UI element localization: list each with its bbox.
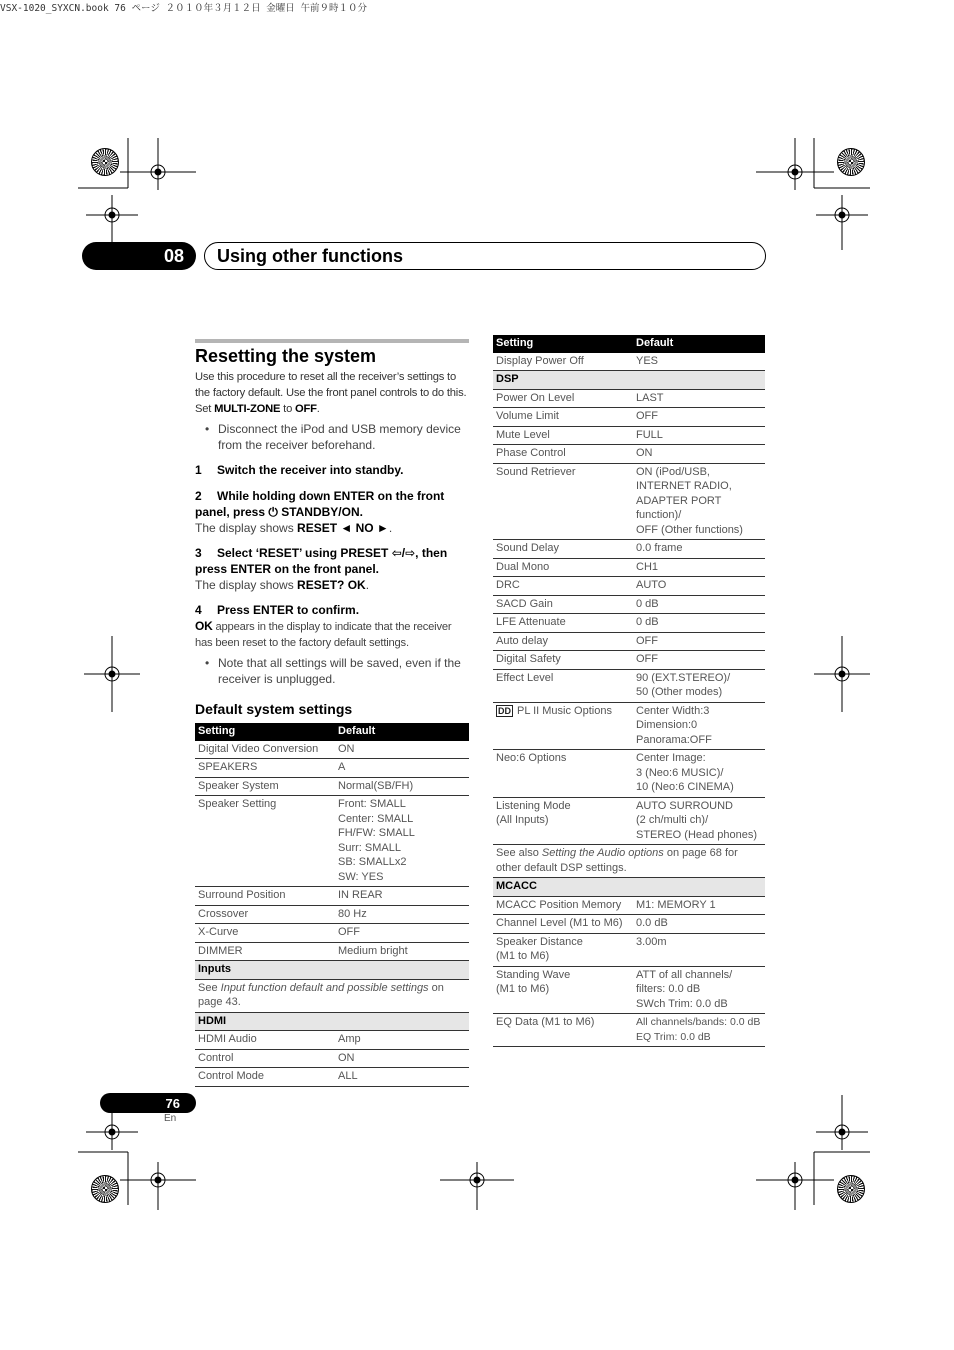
table-row (493, 845, 765, 878)
default-cell: CH1 (633, 558, 765, 577)
step-2: 2 While holding down ENTER on the front panel, press ⏻ STANDBY/ON. (195, 489, 445, 519)
default-cell: OFF (633, 651, 765, 670)
intro-paragraph: Use this procedure to reset all the receiver’s settings to the factory default. Use the front panel controls to do this. Set MULTI-ZONE to OFF. (195, 371, 467, 415)
setting-cell: Display Power Off (493, 353, 633, 371)
table-row (493, 966, 765, 1014)
setting-cell: Digital Video Conversion (195, 741, 335, 759)
setting-cell: DD PL II Music Options (493, 702, 633, 750)
table-row (195, 905, 469, 924)
default-cell: YES (633, 353, 765, 371)
default-cell: ALL (335, 1068, 469, 1087)
dolby-logo-icon: DD (498, 705, 511, 716)
table-row (493, 1014, 765, 1047)
table-row (493, 408, 765, 427)
setting-cell: LFE Attenuate (493, 614, 633, 633)
table-row (195, 887, 469, 906)
registration-rosette-icon (91, 148, 119, 176)
setting-cell: HDMI Audio (195, 1031, 335, 1050)
table-header-row (195, 723, 469, 741)
header-setting: Setting (493, 335, 633, 353)
table-row (195, 924, 469, 943)
default-cell: 90 (EXT.STEREO)/ 50 (Other modes) (633, 669, 765, 702)
table-row (493, 577, 765, 596)
step-4-desc: OK appears in the display to indicate that the receiver has been reset to the factory default settings. (195, 619, 452, 649)
table-row (195, 979, 469, 1012)
table-row (493, 702, 765, 750)
table-row (493, 426, 765, 445)
default-cell: OFF (633, 408, 765, 427)
group-mcacc: MCACC (493, 878, 765, 897)
chapter-title: Using other functions (204, 242, 766, 270)
header-default: Default (335, 723, 469, 741)
table-row (493, 632, 765, 651)
default-cell: M1: MEMORY 1 (633, 896, 765, 915)
table-row (493, 595, 765, 614)
inputs-note: See Input function default and possible settings on page 43. (195, 979, 469, 1012)
setting-cell: Dual Mono (493, 558, 633, 577)
group-hdmi: HDMI (195, 1012, 469, 1031)
group-row (493, 878, 765, 897)
table-row (493, 933, 765, 966)
table-row (493, 797, 765, 845)
registration-rosette-icon (91, 1175, 119, 1203)
defaults-title: Default system settings (195, 701, 353, 717)
setting-cell: Control Mode (195, 1068, 335, 1087)
setting-cell: Speaker Setting (195, 796, 335, 887)
table-row (493, 558, 765, 577)
table-row (195, 942, 469, 961)
table-header-row (493, 335, 765, 353)
header-default: Default (633, 335, 765, 353)
print-mark-text: VSX-1020_SYXCN.book 76 ページ ２０１０年３月１２日 金曜日 午前９時１０分 (0, 3, 368, 14)
default-cell: IN REAR (335, 887, 469, 906)
default-cell: 0.0 dB (633, 915, 765, 934)
group-row (195, 961, 469, 980)
default-cell: A (335, 759, 469, 778)
chapter-number: 08 (82, 242, 196, 270)
section-rule (195, 339, 469, 343)
registration-rosette-icon (837, 148, 865, 176)
setting-cell: Effect Level (493, 669, 633, 702)
default-cell: Normal(SB/FH) (335, 777, 469, 796)
setting-cell: Digital Safety (493, 651, 633, 670)
default-cell: ON (iPod/USB, INTERNET RADIO, ADAPTER PORT function)/ OFF (Other functions) (633, 463, 765, 540)
dsp-note: See also Setting the Audio options on page 68 for other default DSP settings. (493, 845, 765, 878)
group-inputs: Inputs (195, 961, 469, 980)
language-code: En (164, 1113, 177, 1124)
setting-cell: Sound Delay (493, 540, 633, 559)
default-cell: 80 Hz (335, 905, 469, 924)
table-row (493, 614, 765, 633)
table-row (493, 389, 765, 408)
table-row (493, 445, 765, 464)
setting-cell: Control (195, 1049, 335, 1068)
default-cell: AUTO SURROUND (2 ch/multi ch)/ STEREO (Head phones) (633, 797, 765, 845)
table-row (195, 796, 469, 887)
setting-cell: Surround Position (195, 887, 335, 906)
table-row (195, 759, 469, 778)
setting-cell: Listening Mode (All Inputs) (493, 797, 633, 845)
default-cell: Center Image: 3 (Neo:6 MUSIC)/ 10 (Neo:6 CINEMA) (633, 750, 765, 798)
group-row (195, 1012, 469, 1031)
setting-cell: Standing Wave (M1 to M6) (493, 966, 633, 1014)
step-4: 4 Press ENTER to confirm. (195, 603, 360, 617)
default-cell: OFF (335, 924, 469, 943)
table-row (493, 463, 765, 540)
bullet-disconnect: • Disconnect the iPod and USB memory device from the receiver beforehand. (195, 421, 469, 453)
default-settings-table (195, 723, 469, 1087)
default-settings-table-continued (493, 335, 765, 1047)
step-3: 3 Select ‘RESET’ using PRESET ⇦/⇨, then press ENTER on the front panel. (195, 546, 448, 576)
step-1: 1 Switch the receiver into standby. (195, 463, 404, 477)
default-cell: ON (335, 741, 469, 759)
default-cell: LAST (633, 389, 765, 408)
bullet-note: • Note that all settings will be saved, even if the receiver is unplugged. (195, 655, 469, 687)
setting-cell: Speaker System (195, 777, 335, 796)
default-cell: OFF (633, 632, 765, 651)
default-cell: ATT of all channels/ filters: 0.0 dB SWch Trim: 0.0 dB (633, 966, 765, 1014)
default-cell: Amp (335, 1031, 469, 1050)
default-cell: Center Width:3 Dimension:0 Panorama:OFF (633, 702, 765, 750)
setting-cell: Auto delay (493, 632, 633, 651)
default-cell: AUTO (633, 577, 765, 596)
default-cell: 0 dB (633, 614, 765, 633)
default-cell: 0 dB (633, 595, 765, 614)
setting-cell: Volume Limit (493, 408, 633, 427)
setting-cell: SPEAKERS (195, 759, 335, 778)
table-row (195, 741, 469, 759)
table-row (493, 540, 765, 559)
default-cell: 0.0 frame (633, 540, 765, 559)
setting-cell: DIMMER (195, 942, 335, 961)
table-row (493, 669, 765, 702)
step-2-desc: The display shows RESET ◄ NO ►. (195, 521, 393, 535)
setting-cell: EQ Data (M1 to M6) (493, 1014, 633, 1047)
group-row (493, 371, 765, 390)
step-3-desc: The display shows RESET? OK. (195, 578, 370, 592)
page-number: 76 (100, 1093, 196, 1113)
setting-cell: Speaker Distance (M1 to M6) (493, 933, 633, 966)
setting-cell: DRC (493, 577, 633, 596)
table-row (195, 1068, 469, 1087)
right-column (493, 335, 765, 1047)
table-row (195, 777, 469, 796)
table-row (493, 915, 765, 934)
table-row (195, 1049, 469, 1068)
default-cell: All channels/bands: 0.0 dB EQ Trim: 0.0 dB (633, 1014, 765, 1047)
setting-cell: Channel Level (M1 to M6) (493, 915, 633, 934)
group-dsp: DSP (493, 371, 765, 390)
setting-cell: Sound Retriever (493, 463, 633, 540)
table-row (493, 651, 765, 670)
setting-cell: X-Curve (195, 924, 335, 943)
default-cell: ON (633, 445, 765, 464)
setting-cell: Neo:6 Options (493, 750, 633, 798)
default-cell: Front: SMALL Center: SMALL FH/FW: SMALL Surr: SMALL SB: SMALLx2 SW: YES (335, 796, 469, 887)
header-setting: Setting (195, 723, 335, 741)
setting-cell: SACD Gain (493, 595, 633, 614)
setting-cell: Phase Control (493, 445, 633, 464)
section-title: Resetting the system (195, 346, 377, 366)
default-cell: FULL (633, 426, 765, 445)
setting-cell: Mute Level (493, 426, 633, 445)
default-cell: 3.00m (633, 933, 765, 966)
default-cell: ON (335, 1049, 469, 1068)
table-row (195, 1031, 469, 1050)
table-row (493, 750, 765, 798)
setting-cell: MCACC Position Memory (493, 896, 633, 915)
default-cell: Medium bright (335, 942, 469, 961)
setting-cell: Power On Level (493, 389, 633, 408)
registration-rosette-icon (837, 1175, 865, 1203)
table-row (493, 353, 765, 371)
left-column (195, 339, 469, 1087)
table-row (493, 896, 765, 915)
setting-cell: Crossover (195, 905, 335, 924)
